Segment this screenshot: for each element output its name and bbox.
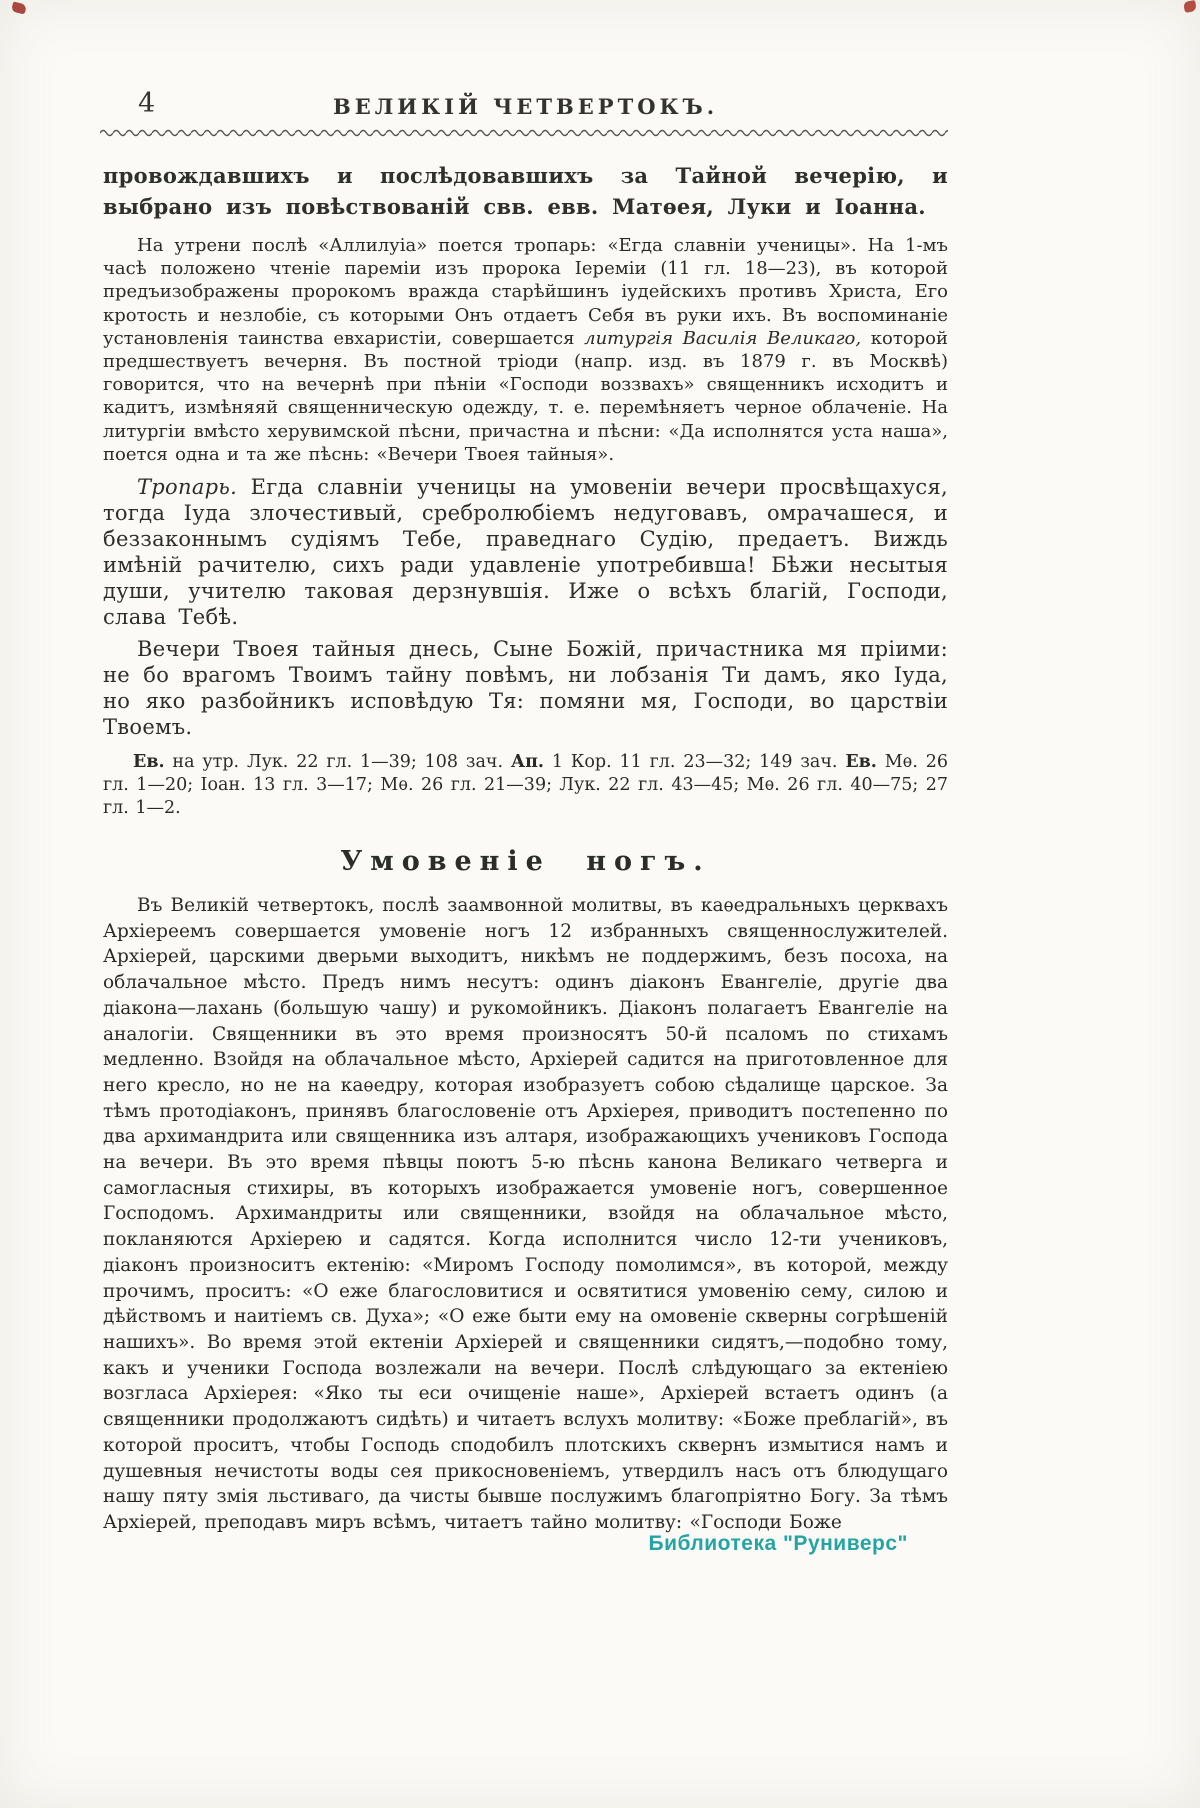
readings-ev-label-1: Ев.: [133, 752, 165, 773]
troparion-paragraph: [103, 474, 948, 630]
readings-ap-label: Ап.: [510, 752, 545, 773]
rubric-liturgy-italic: литургія Василія Великаго,: [584, 327, 862, 349]
scan-artifact-right: [1183, 0, 1197, 13]
readings-text-3: Мѳ. 26 гл. 1—20; Іоан. 13 гл. 3—17; Мѳ. 26 гл. 21—39; Лук. 22 гл. 43—45; Мѳ. 26 гл. 40—75; 27 гл. 1—2.: [103, 752, 949, 819]
rubric-text-a: На утрени послѣ «Аллилуіа» поется тропарь: «Егда славніи ученицы». На 1-мъ часѣ положено чтеніе пареміи изъ пророка Іереміи (11 гл. 18—23), въ которой предъизображены пророкомъ вражда старѣйшинъ іудейскихъ противъ Христа, Его кротость и незлобіе, съ которыми Онъ отдаетъ Себя въ руки ихъ. Въ воспоминаніе установленія таинства евхаристіи, совершается: [103, 235, 948, 349]
scan-artifact-left: [11, 1, 27, 14]
readings-text-1: на утр. Лук. 22 гл. 1—39; 108 зач.: [164, 752, 511, 773]
troparion-label: Тропарь.: [137, 475, 238, 500]
running-header: ВЕЛИКІЙ ЧЕТВЕРТОКЪ.: [332, 94, 719, 119]
text-column: [103, 160, 948, 1536]
page-number: 4: [138, 88, 156, 119]
continuation-paragraph: провождавшихъ и послѣдовавшихъ за Тайной вечерію, и выбрано изъ повѣствованій свв. евв. Матѳея, Луки и Іоанна.: [103, 163, 948, 219]
readings-ev-label-2: Ев.: [845, 752, 877, 773]
section-heading: Умовеніе ногъ.: [340, 846, 711, 878]
kontakion-paragraph: Вечери Твоея тайныя днесь, Сыне Божій, причастника мя пріими: не бо врагомъ Твоимъ тайну повѣмъ, ни лобзанія Ти дамъ, яко Іуда, но яко разбойникъ исповѣдую Тя: помяни мя, Господи, во царствіи Твоемъ.: [103, 637, 948, 740]
readings-paragraph: [103, 751, 948, 820]
rubric-text-b: которой предшествуетъ вечерня. Въ постной тріоди (напр. изд. въ 1879 г. въ Москвѣ) говорится, что на вечернѣ при пѣніи «Господи воззвахъ» священникъ исходитъ и кадитъ, измѣняяй священническую одежду, т. е. перемѣняетъ черное облаченіе. На литургіи вмѣсто херувимской пѣсни, причастна и пѣсни: «Да исполнятся уста наша», поется одна и та же пѣснь: «Вечери Твоея тайныя».: [103, 327, 948, 465]
troparion-text: Егда славніи ученицы на умовеніи вечери просвѣщахуся, тогда Іуда злочестивый, сребролюбіемъ недуговавъ, омрачашеся, и беззаконнымъ судіямъ Тебе, праведнаго Судію, предаетъ. Виждь имѣній рачителю, сихъ ради удавленіе употребивша! Бѣжи несытыя души, учителю таковая дерзнувшія. Иже о всѣхъ благій, Господи, слава Тебѣ.: [103, 475, 948, 630]
readings-text-2: 1 Кор. 11 гл. 23—32; 149 зач.: [544, 752, 846, 773]
section-body-paragraph: Въ Великій четвертокъ, послѣ заамвонной молитвы, въ каѳедральныхъ церквахъ Архіереемъ совершается умовеніе ногъ 12 избранныхъ священнослужителей. Архіерей, царскими дверьми выходитъ, никѣмъ не поддержимъ, безъ посоха, на облачальное мѣсто. Предъ нимъ несутъ: одинъ діаконъ Евангеліе, другіе два діакона—лахань (большую чашу) и рукомойникъ. Діаконъ полагаетъ Евангеліе на аналогіи. Священники въ это время произносятъ 50-й псаломъ по стихамъ медленно. Взойдя на облачальное мѣсто, Архіерей садится на приготовленное для него кресло, но не на каѳедру, которая изобразуетъ собою сѣдалище царское. За тѣмъ протодіаконъ, принявъ благословеніе отъ Архіерея, приводитъ постепенно по два архимандрита или священника изъ алтаря, изображающихъ учениковъ Господа на вечери. Въ это время пѣвцы поютъ 5-ю пѣснь канона Великаго четверга и самогласныя стихиры, въ которыхъ изображается умовеніе ногъ, совершенное Господомъ. Архимандриты или священники, взойдя на облачальное мѣсто, покланяются Архіерею и садятся. Когда исполнится число 12-ти учениковъ, діаконъ произноситъ ектенію: «Миромъ Господу помолимся», въ которой, между прочимъ, проситъ: «О еже благословитися и освятитися умовенію сему, силою и дѣйствомъ и наитіемъ св. Духа»; «О еже быти ему на омовеніе скверны согрѣшеній нашихъ». Во время этой ектеніи Архіерей и священники сидятъ,—подобно тому, какъ и ученики Господа возлежали на вечери. Послѣ слѣдующаго за ектеніею возгласа Архіерея: «Яко ты еси очищеніе наше», Архіерей встаетъ одинъ (а священники продолжаютъ сидѣть) и читаетъ вслухъ молитву: «Боже преблагій», въ которой проситъ, чтобы Господь сподобилъ плотскихъ сквернъ измытися намъ и душевныя нечистоты воды сея прикосновеніемъ, утвердилъ насъ отъ блюдущаго нашу пяту змія льстиваго, да чисты бывше послужимъ благопріятно Богу. За тѣмъ Архіерей, преподавъ миръ всѣмъ, читаетъ тайно молитву: «Господи Боже: [103, 895, 948, 1533]
wavy-rule-ornament: [100, 127, 948, 139]
library-watermark: Библиотека "Руниверс": [648, 1532, 908, 1555]
rubric-paragraph: [103, 234, 948, 466]
